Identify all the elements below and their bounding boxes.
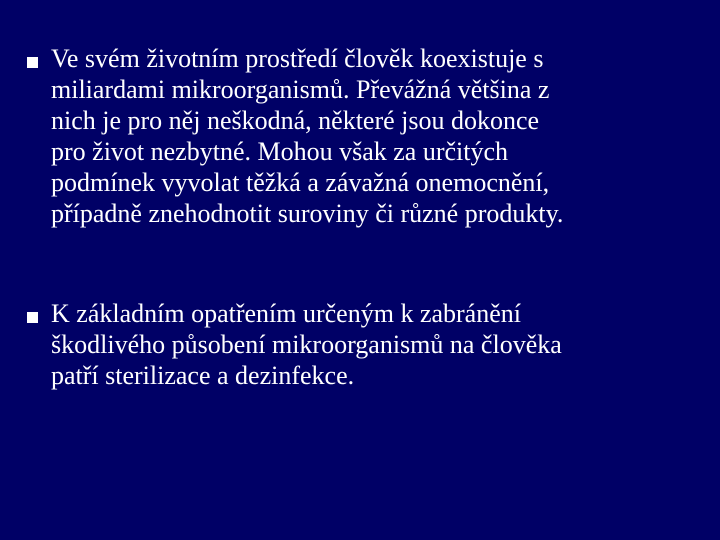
text-line: pro život nezbytné. Mohou však za určitých xyxy=(51,137,509,166)
text-line: nich je pro něj neškodná, některé jsou dokonce xyxy=(51,106,540,135)
text-line: škodlivého působení mikroorganismů na člověka xyxy=(51,330,562,359)
text-line: Ve svém životním prostředí člověk koexistuje s xyxy=(51,44,544,73)
text-line: patří sterilizace a dezinfekce. xyxy=(51,361,355,390)
text-line: podmínek vyvolat těžká a závažná onemocnění, xyxy=(51,168,550,197)
bullet-text xyxy=(51,43,701,229)
text-line: miliardami mikroorganismů. Převážná většina z xyxy=(51,75,550,104)
bullet-text xyxy=(51,298,701,391)
square-bullet-icon xyxy=(27,57,38,68)
text-line: K základním opatřením určeným k zabránění xyxy=(51,299,521,328)
text-line: případně znehodnotit suroviny či různé produkty. xyxy=(51,199,564,228)
square-bullet-icon xyxy=(27,312,38,323)
